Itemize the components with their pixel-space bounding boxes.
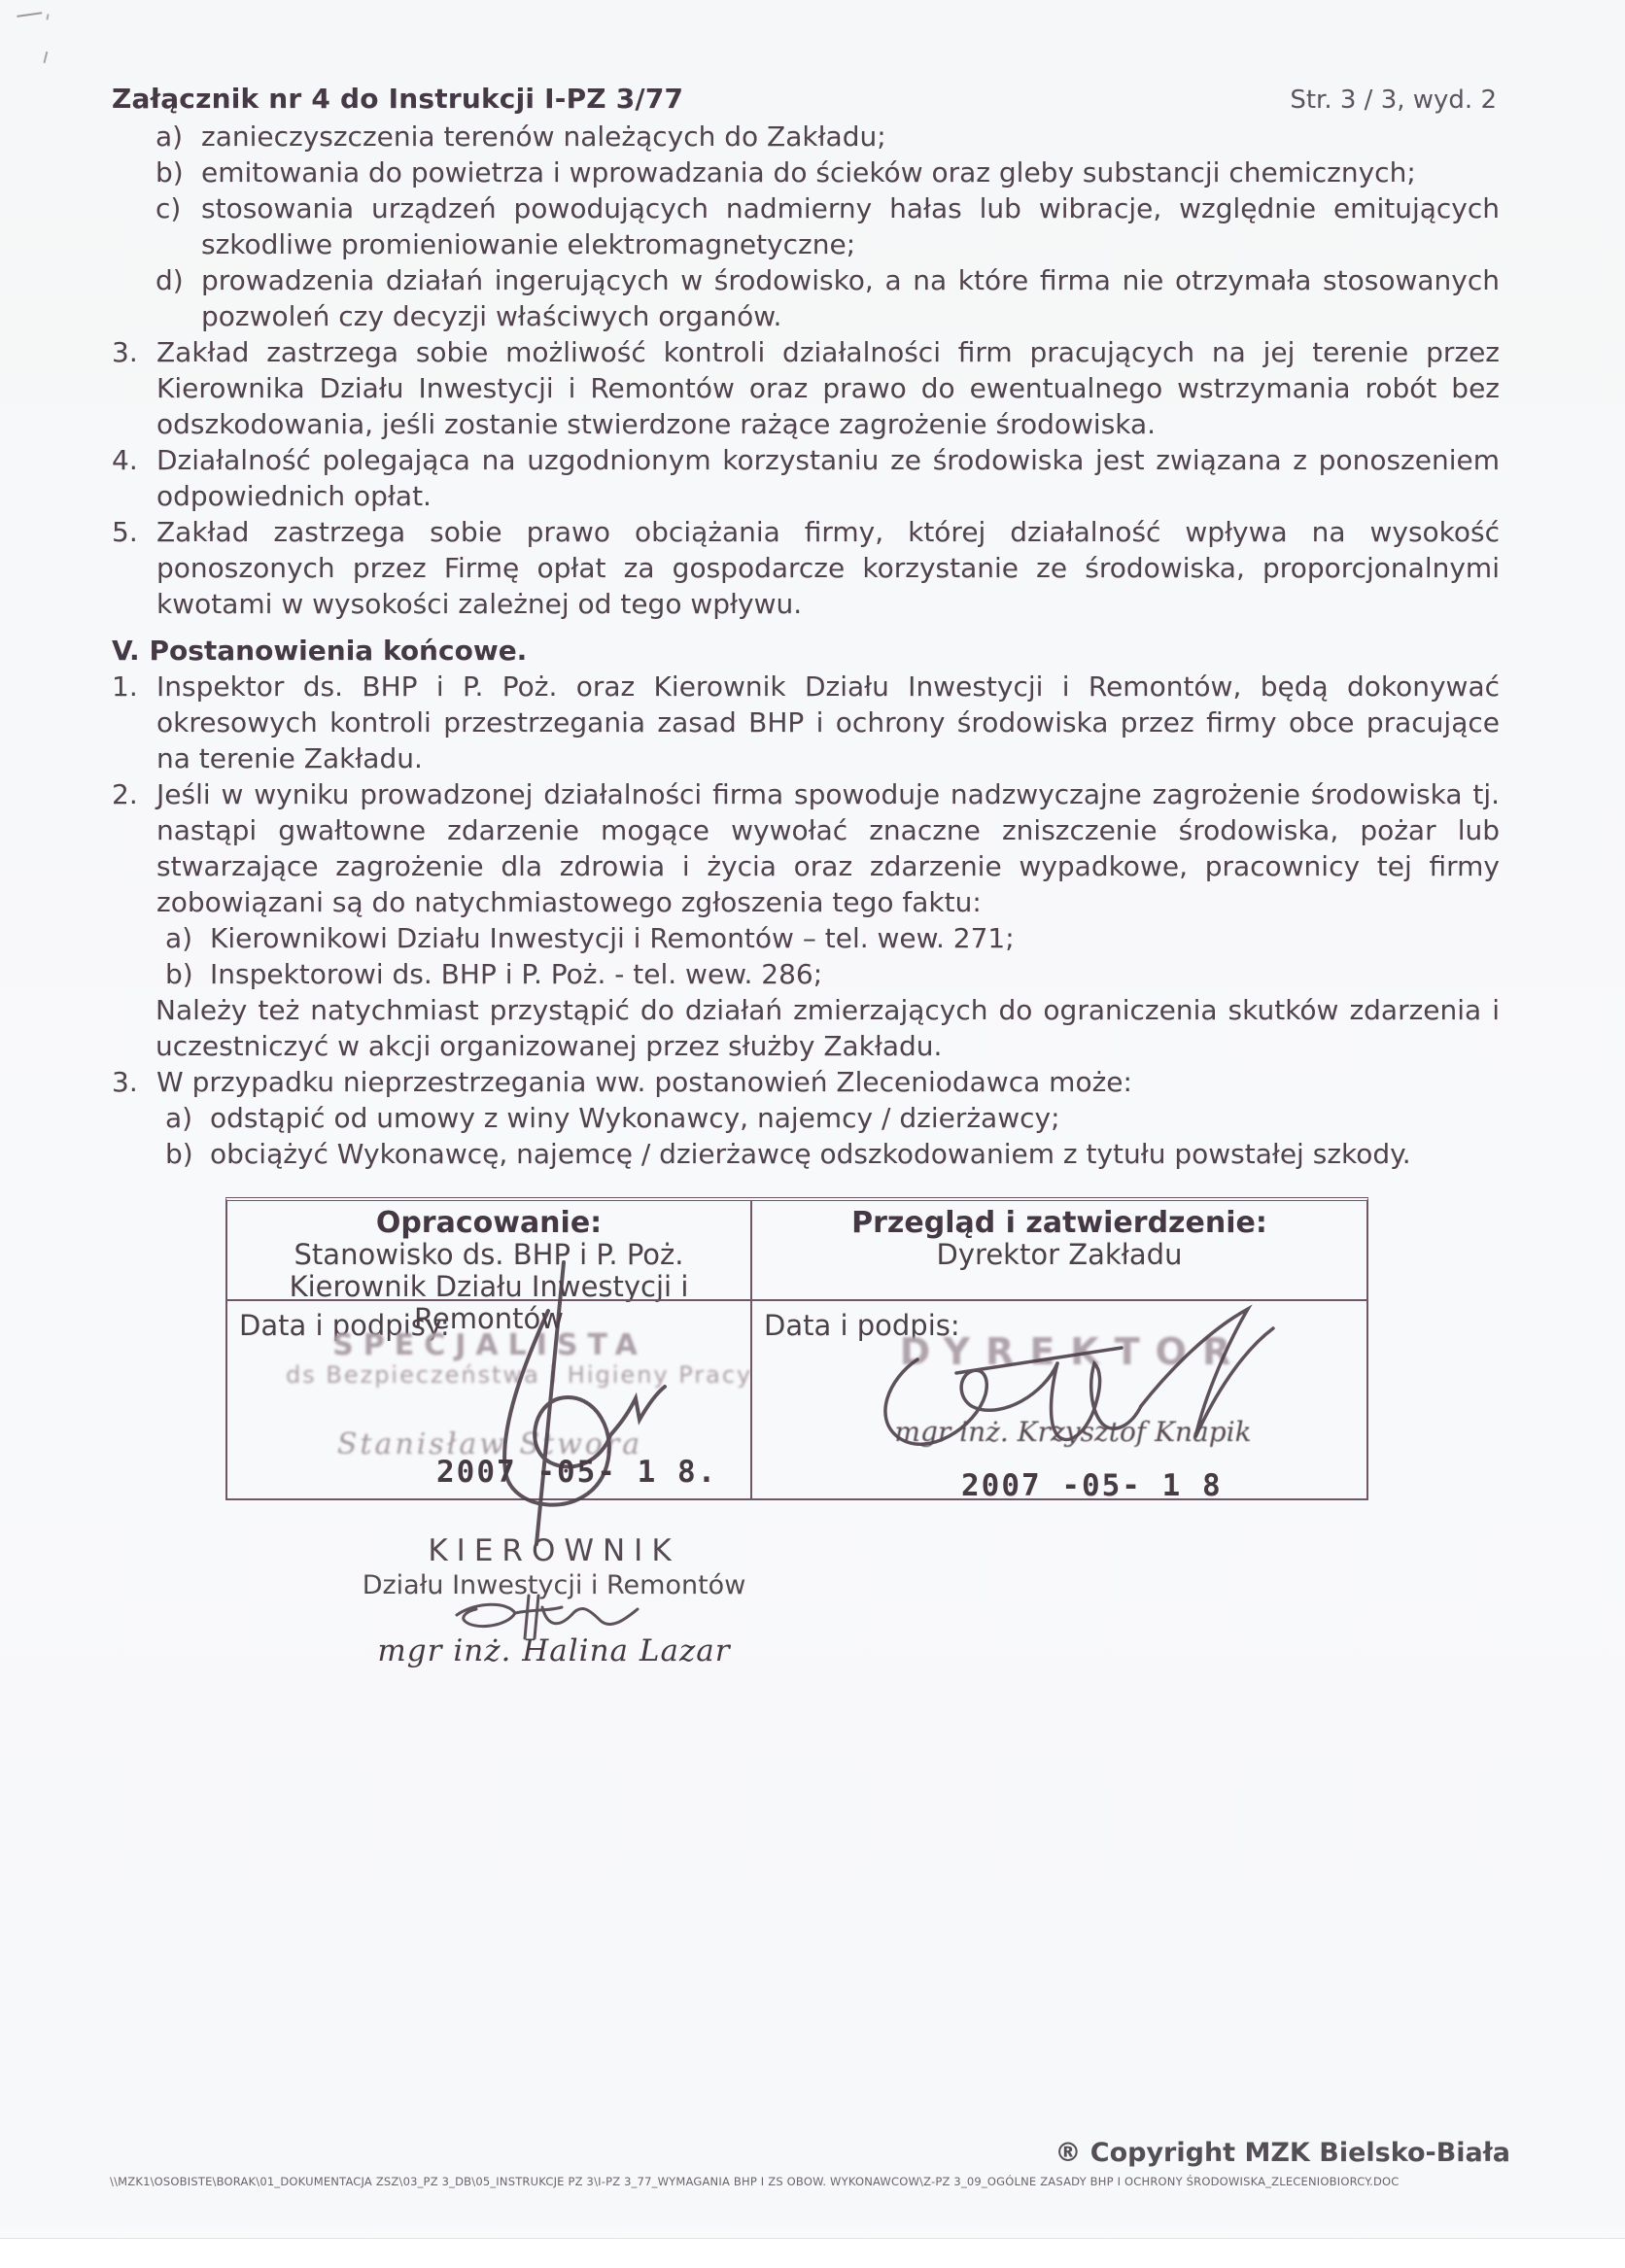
page-number-info: Str. 3 / 3, wyd. 2 xyxy=(1290,86,1497,115)
date-stamp-left: 2007 -05- 1 8. xyxy=(436,1455,718,1490)
numbered-item xyxy=(112,1064,1500,1100)
list-marker: a) xyxy=(156,120,184,153)
list-text: Inspektorowi ds. BHP i P. Poż. - tel. wew. 286; xyxy=(210,958,823,990)
director-stamp-name: mgr inż. Krzysztof Knapik xyxy=(894,1416,1252,1448)
specialist-stamp-line1: SPECJALISTA xyxy=(332,1328,647,1362)
scan-edge xyxy=(0,2238,1625,2268)
pen-mark xyxy=(36,50,49,63)
table-header-right-line1: Dyrektor Zakładu xyxy=(936,1238,1183,1271)
list-marker: b) xyxy=(165,1138,193,1170)
section-heading: V. Postanowienia końcowe. xyxy=(112,635,528,667)
numbered-item xyxy=(112,669,1500,776)
list-marker: d) xyxy=(156,264,184,296)
list-text: Kierownikowi Działu Inwestycji i Remontów – tel. wew. 271; xyxy=(210,922,1015,954)
numbered-item xyxy=(112,776,1500,920)
list-marker: b) xyxy=(156,156,184,189)
list-item xyxy=(156,155,1500,190)
director-stamp: DYREKTOR xyxy=(899,1330,1247,1373)
list-marker: a) xyxy=(165,922,193,954)
numbered-item xyxy=(112,514,1500,622)
kierownik-stamp-title: KIEROWNIK xyxy=(428,1533,680,1568)
table-header-right-title: Przegląd i zatwierdzenie: xyxy=(851,1206,1267,1240)
signature-cell-right xyxy=(750,1299,1366,1503)
numbered-item xyxy=(112,442,1500,514)
list-item xyxy=(156,262,1500,334)
date-signatures-label: Data i podpisy: xyxy=(239,1309,450,1342)
attachment-title: Załącznik nr 4 do Instrukcji I-PZ 3/77 xyxy=(112,83,684,115)
list-item xyxy=(156,190,1500,262)
list-item xyxy=(165,1100,1500,1136)
list-text: Zakład zastrzega sobie prawo obciążania firmy, której działalność wpływa na wysokość ponoszonych przez Firmę opłat za gospodarcze korzystanie ze środowiska, proporcjonalnymi kwotami w wysokości zależnej od tego wpływu. xyxy=(156,516,1500,620)
pen-mark xyxy=(17,12,43,27)
kierownik-stamp-block xyxy=(321,1533,787,1668)
list-marker: c) xyxy=(156,192,182,224)
specialist-stamp-line2: ds Bezpieczeństwa i Higieny Pracy xyxy=(286,1361,753,1389)
list-text: emitowania do powietrza i wprowadzania do ścieków oraz gleby substancji chemicznych; xyxy=(201,156,1416,189)
list-marker: 3. xyxy=(112,336,138,368)
numbered-item xyxy=(112,334,1500,442)
list-text: W przypadku nieprzestrzegania ww. postanowień Zleceniodawca może: xyxy=(156,1066,1132,1098)
kierownik-stamp-subtitle: Działu Inwestycji i Remontów xyxy=(362,1570,746,1600)
list-marker: 2. xyxy=(112,778,138,810)
document-file-path: \\MZK1\OSOBISTE\BORAK\01_DOKUMENTACJA ZSZ\03_PZ 3_DB\05_INSTRUKCJE PZ 3\I-PZ 3_77_WYMAGANIA BHP I ZS OBOW. WYKONAWCOW\Z-PZ 3_09_OGÓLNE ZASADY BHP I OCHRONY ŚRODOWISKA_ZLECENIOBIORCY.DOC xyxy=(110,2175,1400,2188)
list-text: odstąpić od umowy z winy Wykonawcy, najemcy / dzierżawcy; xyxy=(210,1102,1060,1134)
date-stamp-right: 2007 -05- 1 8 xyxy=(961,1468,1223,1503)
list-marker: 5. xyxy=(112,516,138,548)
date-signature-label: Data i podpis: xyxy=(764,1309,960,1342)
list-text: Inspektor ds. BHP i P. Poż. oraz Kierownik Działu Inwestycji i Remontów, będą dokonywać okresowych kontroli przestrzegania zasad BHP i ochrony środowiska przez firmy obce pracujące na terenie Zakładu. xyxy=(156,670,1500,774)
list-text: Działalność polegająca na uzgodnionym korzystaniu ze środowiska jest związana z ponoszeniem odpowiednich opłat. xyxy=(156,444,1500,512)
list-text: zanieczyszczenia terenów należących do Zakładu; xyxy=(201,120,886,153)
list-marker: 1. xyxy=(112,670,138,703)
list-text: prowadzenia działań ingerujących w środowisko, a na które firma nie otrzymała stosowanych pozwoleń czy decyzji właściwych organów. xyxy=(201,264,1500,332)
approval-table xyxy=(225,1197,1368,1503)
list-marker: 3. xyxy=(112,1066,138,1098)
list-text: stosowania urządzeń powodujących nadmierny hałas lub wibracje, względnie emitujących szkodliwe promieniowanie elektromagnetyczne; xyxy=(201,192,1500,260)
table-header-left-line1: Stanowisko ds. BHP i P. Poż. xyxy=(294,1238,684,1271)
specialist-stamp-name: Stanisław Stwora xyxy=(336,1427,643,1461)
list-marker: b) xyxy=(165,958,193,990)
list-item xyxy=(165,956,1500,992)
document-body xyxy=(112,119,1500,1172)
table-header-right xyxy=(750,1201,1366,1299)
paragraph: Należy też natychmiast przystąpić do działań zmierzających do ograniczenia skutków zdarzenia i uczestniczyć w akcji organizowanej przez służby Zakładu. xyxy=(156,994,1500,1062)
kierownik-stamp-name: mgr inż. Halina Lazar xyxy=(377,1633,731,1668)
copyright-notice: ® Copyright MZK Bielsko-Biała xyxy=(1055,2138,1510,2168)
table-header-left-line2: Kierownik Działu Inwestycji i Remontów xyxy=(289,1270,689,1335)
list-item xyxy=(156,119,1500,155)
list-item xyxy=(165,1136,1500,1172)
table-header-left-title: Opracowanie: xyxy=(375,1206,603,1240)
list-marker: 4. xyxy=(112,444,138,476)
list-marker: a) xyxy=(165,1102,193,1134)
list-text: Jeśli w wyniku prowadzonej działalności firma spowoduje nadzwyczajne zagrożenie środowiska tj. nastąpi gwałtowne zdarzenie mogące wywołać znaczne zniszczenie środowiska, pożar lub stwarzające zagrożenie dla zdrowia i życia oraz zdarzenie wypadkowe, pracownicy tej firmy zobowiązani są do natychmiastowego zgłoszenia tego faktu: xyxy=(156,778,1500,918)
list-text: obciążyć Wykonawcę, najemcę / dzierżawcę odszkodowaniem z tytułu powstałej szkody. xyxy=(210,1138,1411,1170)
signature-cell-left xyxy=(227,1299,753,1498)
list-text: Zakład zastrzega sobie możliwość kontroli działalności firm pracujących na jej terenie przez Kierownika Działu Inwestycji i Remontów oraz prawo do ewentualnego wstrzymania robót bez odszkodowania, jeśli zostanie stwierdzone rażące zagrożenie środowiska. xyxy=(156,336,1500,440)
list-item xyxy=(165,920,1500,956)
